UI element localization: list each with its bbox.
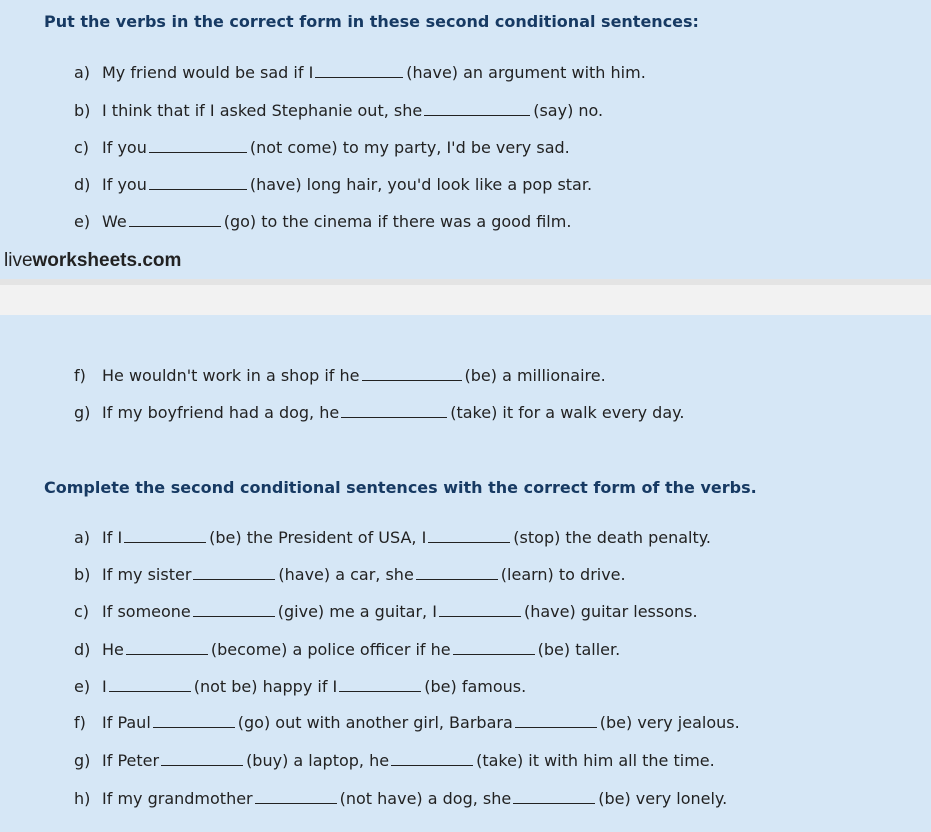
s2-item-g: g) If Peter (buy) a laptop, he (take) it with him all the time. (74, 751, 715, 770)
answer-blank[interactable] (416, 578, 498, 580)
s1-item-e: e) We (go) to the cinema if there was a good film. (74, 212, 572, 231)
answer-blank[interactable] (515, 726, 597, 728)
answer-blank[interactable] (513, 802, 595, 804)
answer-blank[interactable] (153, 726, 235, 728)
answer-blank[interactable] (161, 764, 243, 766)
s1-item-a: a) My friend would be sad if I (have) an argument with him. (74, 63, 646, 82)
s2-item-b: b) If my sister (have) a car, she (learn) to drive. (74, 565, 626, 584)
answer-blank[interactable] (424, 114, 530, 116)
s1-item-d: d) If you (have) long hair, you'd look like a pop star. (74, 175, 593, 194)
answer-blank[interactable] (362, 379, 462, 381)
s2-item-h: h) If my grandmother (not have) a dog, she (be) very lonely. (74, 789, 728, 808)
answer-blank[interactable] (255, 802, 337, 804)
answer-blank[interactable] (126, 653, 208, 655)
s2-item-a: a) If I (be) the President of USA, I (stop) the death penalty. (74, 528, 712, 547)
answer-blank[interactable] (193, 578, 275, 580)
worksheet-panel-bottom (0, 315, 931, 832)
answer-blank[interactable] (341, 416, 447, 418)
s1-item-b: b) I think that if I asked Stephanie out, she (say) no. (74, 101, 604, 120)
answer-blank[interactable] (109, 690, 191, 692)
s1-item-c: c) If you (not come) to my party, I'd be very sad. (74, 138, 570, 157)
answer-blank[interactable] (315, 76, 403, 78)
s2-item-c: c) If someone (give) me a guitar, I (have) guitar lessons. (74, 602, 698, 621)
answer-blank[interactable] (129, 225, 221, 227)
page-separator (0, 279, 931, 315)
liveworksheets-logo[interactable]: liveworksheets.com (4, 250, 182, 271)
answer-blank[interactable] (193, 615, 275, 617)
answer-blank[interactable] (428, 541, 510, 543)
s2-item-e: e) I (not be) happy if I (be) famous. (74, 677, 527, 696)
s1-item-g: g) If my boyfriend had a dog, he (take) it for a walk every day. (74, 403, 685, 422)
worksheet-panel-top (0, 0, 931, 279)
answer-blank[interactable] (339, 690, 421, 692)
answer-blank[interactable] (149, 151, 247, 153)
section2-title: Complete the second conditional sentences with the correct form of the verbs. (44, 478, 757, 497)
answer-blank[interactable] (439, 615, 521, 617)
s2-item-d: d) He (become) a police officer if he (be) taller. (74, 640, 621, 659)
answer-blank[interactable] (453, 653, 535, 655)
s2-item-f: f) If Paul (go) out with another girl, Barbara (be) very jealous. (74, 713, 740, 732)
separator-band (0, 279, 931, 285)
answer-blank[interactable] (391, 764, 473, 766)
section1-title: Put the verbs in the correct form in these second conditional sentences: (44, 12, 699, 31)
answer-blank[interactable] (124, 541, 206, 543)
answer-blank[interactable] (149, 188, 247, 190)
s1-item-f: f) He wouldn't work in a shop if he (be) a millionaire. (74, 366, 606, 385)
